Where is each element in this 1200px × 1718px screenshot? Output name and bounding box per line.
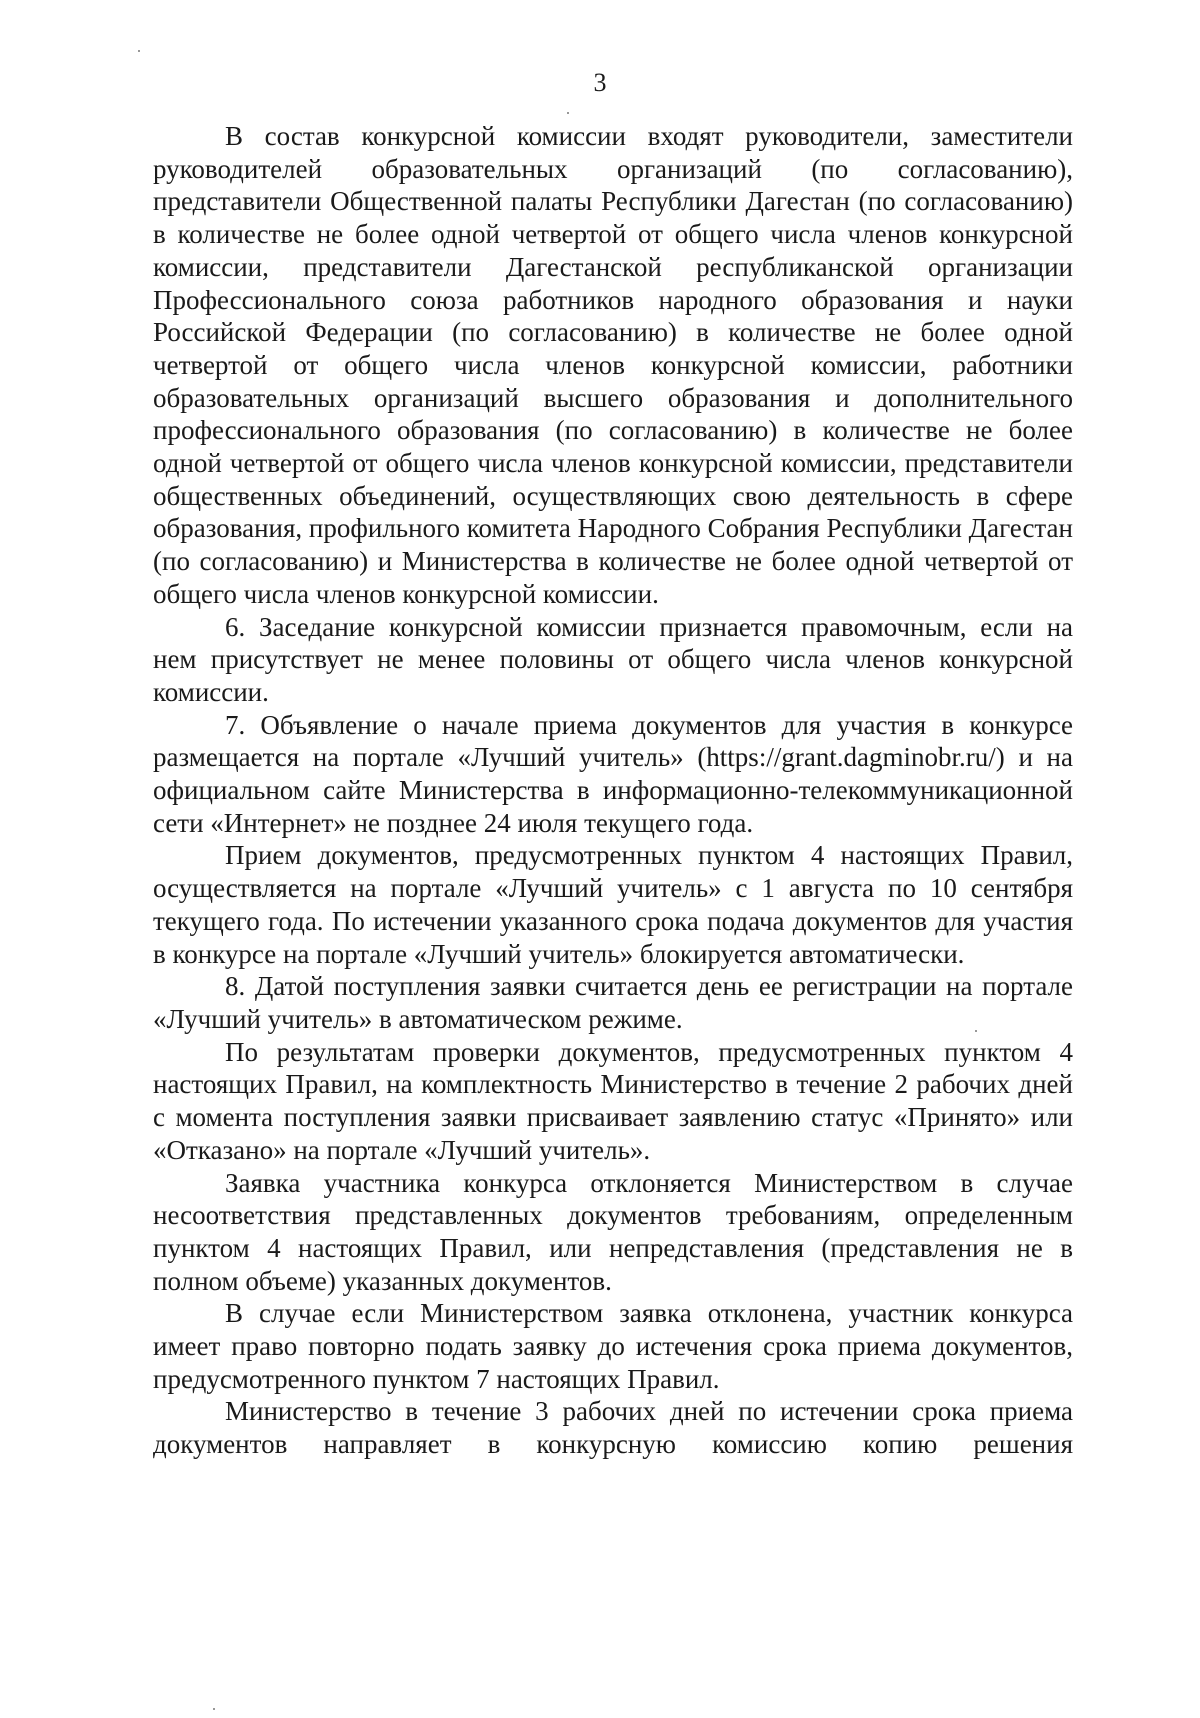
document-body: [153, 120, 1073, 1461]
paragraph-resubmission: В случае если Министерством заявка отклонена, участник конкурса имеет право повторно подать заявку до истечения срока приема документов, предусмотренного пунктом 7 настоящих Правил.: [153, 1298, 1073, 1394]
paragraph-item-8: 8. Датой поступления заявки считается день ее регистрации на портале «Лучший учитель» в автоматическом режиме.: [153, 971, 1073, 1034]
page-number: 3: [593, 68, 607, 97]
paragraph-verification-results: По результатам проверки документов, предусмотренных пунктом 4 настоящих Правил, на комплектность Министерство в течение 2 рабочих дней с момента поступления заявки присваивает заявлению статус «Принято» или «Отказано» на портале «Лучший учитель».: [153, 1036, 1073, 1165]
paragraph-application-rejection: Заявка участника конкурса отклоняется Министерством в случае несоответствия представленных документов требованиям, определенным пунктом 4 настоящих Правил, или непредставления (представления не в полном объеме) указанных документов.: [153, 1167, 1073, 1296]
scan-speck: [567, 112, 569, 114]
scan-speck: [975, 1030, 977, 1032]
paragraph-ministry-forwarding: Министерство в течение 3 рабочих дней по истечении срока приема документов направляет в конкурсную комиссию копию решения: [153, 1396, 1073, 1460]
paragraph-document-acceptance: Прием документов, предусмотренных пунктом 4 настоящих Правил, осуществляется на портале «Лучший учитель» с 1 августа по 10 сентября текущего года. По истечении указанного срока подача документов для участия в конкурсе на портале «Лучший учитель» блокируется автоматически.: [153, 840, 1073, 969]
paragraph-commission-composition: В состав конкурсной комиссии входят руководители, заместители руководителей образовательных организаций (по согласованию), представители Общественной палаты Республики Дагестан (по согласованию) в количестве не более одной четвертой от общего числа членов конкурсной комиссии, представители Дагестанской республиканской организации Профессионального союза работников народного образования и науки Российской Федерации (по согласованию) в количестве не более одной четвертой от общего числа членов конкурсной комиссии, работники образовательных организаций высшего образования и дополнительного профессионального образования (по согласованию) в количестве не более одной четвертой от общего числа членов конкурсной комиссии, представители общественных объединений, осуществляющих свою деятельность в сфере образования, профильного комитета Народного Собрания Республики Дагестан (по согласованию) и Министерства в количестве не более одной четвертой от общего числа членов конкурсной комиссии.: [153, 121, 1073, 609]
scan-speck: [138, 50, 140, 52]
paragraph-item-7: 7. Объявление о начале приема документов для участия в конкурсе размещается на портале «Лучший учитель» (https://grant.dagminobr.ru/) и на официальном сайте Министерства в информационно-телекоммуникационной сети «Интернет» не позднее 24 июля текущего года.: [153, 709, 1073, 838]
paragraph-item-6: 6. Заседание конкурсной комиссии признается правомочным, если на нем присутствует не менее половины от общего числа членов конкурсной комиссии.: [153, 611, 1073, 707]
scan-speck: [213, 1708, 215, 1710]
